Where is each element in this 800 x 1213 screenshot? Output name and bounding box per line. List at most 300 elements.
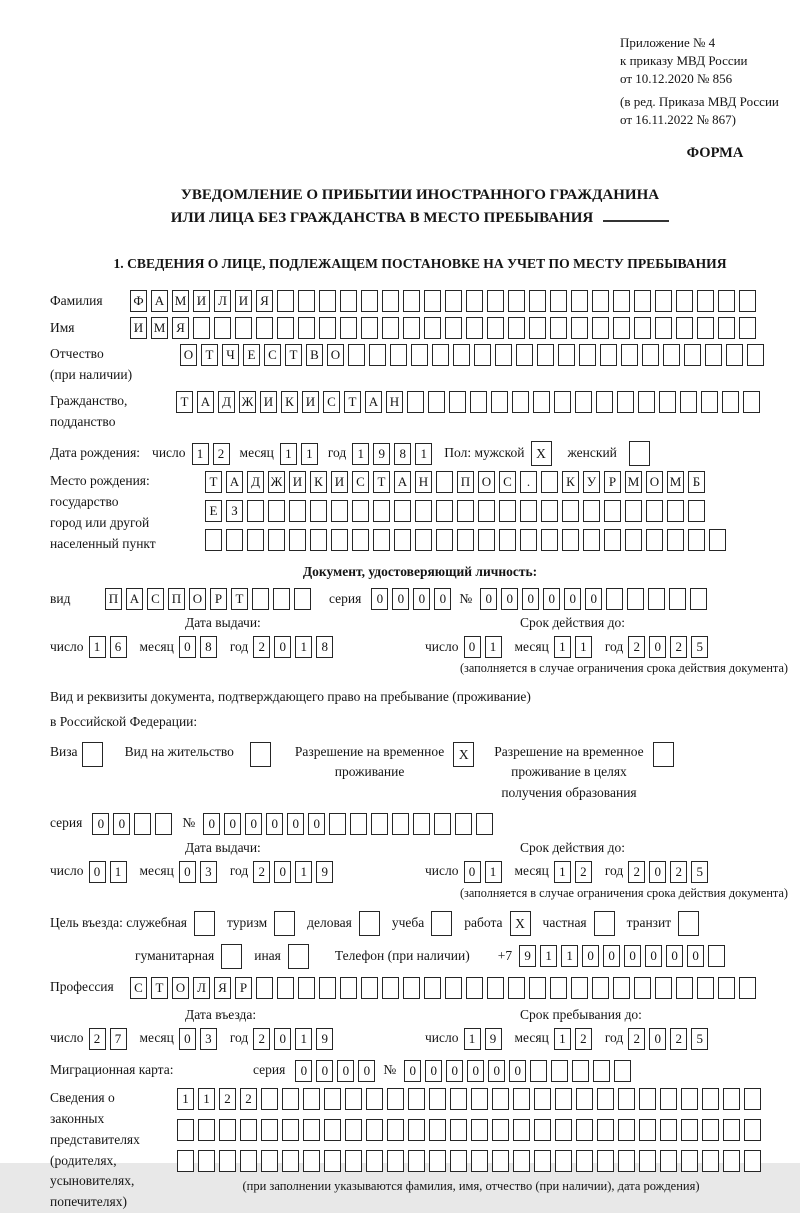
char-cell[interactable]	[680, 391, 697, 413]
char-cell[interactable]: А	[197, 391, 214, 413]
char-cell[interactable]: 0	[645, 945, 662, 967]
char-cell[interactable]	[621, 344, 638, 366]
char-cell[interactable]	[655, 977, 672, 999]
residence-permit-checkbox[interactable]	[250, 742, 271, 767]
char-cell[interactable]: М	[172, 290, 189, 312]
char-cell[interactable]	[562, 529, 579, 551]
char-cell[interactable]: 0	[371, 588, 388, 610]
char-cell[interactable]	[261, 1119, 278, 1141]
char-cell[interactable]: С	[147, 588, 164, 610]
char-cell[interactable]	[403, 317, 420, 339]
char-cell[interactable]: 0	[358, 1060, 375, 1082]
char-cell[interactable]: 0	[582, 945, 599, 967]
char-cell[interactable]	[512, 391, 529, 413]
char-cell[interactable]	[247, 500, 264, 522]
char-cell[interactable]	[261, 1150, 278, 1172]
char-cell[interactable]: Д	[247, 471, 264, 493]
char-cell[interactable]: И	[130, 317, 147, 339]
char-cell[interactable]	[508, 317, 525, 339]
char-cell[interactable]	[723, 1088, 740, 1110]
char-cell[interactable]	[530, 1060, 547, 1082]
char-cell[interactable]: 7	[110, 1028, 127, 1050]
char-cell[interactable]	[235, 317, 252, 339]
char-cell[interactable]	[329, 813, 346, 835]
char-cell[interactable]: А	[365, 391, 382, 413]
char-cell[interactable]	[492, 1119, 509, 1141]
char-cell[interactable]: 2	[575, 861, 592, 883]
char-cell[interactable]	[403, 977, 420, 999]
char-cell[interactable]: Я	[172, 317, 189, 339]
char-cell[interactable]	[340, 977, 357, 999]
char-cell[interactable]	[471, 1088, 488, 1110]
char-cell[interactable]	[660, 1088, 677, 1110]
char-cell[interactable]	[550, 977, 567, 999]
char-cell[interactable]: 0	[179, 861, 196, 883]
char-cell[interactable]: 1	[280, 443, 297, 465]
char-cell[interactable]	[450, 1088, 467, 1110]
char-cell[interactable]	[487, 290, 504, 312]
char-cell[interactable]: 0	[287, 813, 304, 835]
purpose-humanitarian-checkbox[interactable]	[221, 944, 242, 969]
char-cell[interactable]	[676, 317, 693, 339]
char-cell[interactable]	[240, 1150, 257, 1172]
char-cell[interactable]	[429, 1119, 446, 1141]
purpose-work-checkbox[interactable]: X	[510, 911, 531, 936]
char-cell[interactable]	[319, 317, 336, 339]
char-cell[interactable]	[449, 391, 466, 413]
char-cell[interactable]	[373, 500, 390, 522]
char-cell[interactable]	[537, 344, 554, 366]
char-cell[interactable]: З	[226, 500, 243, 522]
char-cell[interactable]: 9	[485, 1028, 502, 1050]
char-cell[interactable]: Л	[214, 290, 231, 312]
char-cell[interactable]	[382, 290, 399, 312]
char-cell[interactable]	[429, 1088, 446, 1110]
char-cell[interactable]	[134, 813, 151, 835]
char-cell[interactable]: 1	[301, 443, 318, 465]
char-cell[interactable]: Т	[285, 344, 302, 366]
char-cell[interactable]	[247, 529, 264, 551]
char-cell[interactable]	[478, 500, 495, 522]
char-cell[interactable]: 0	[464, 861, 481, 883]
char-cell[interactable]	[345, 1150, 362, 1172]
char-cell[interactable]: 2	[628, 636, 645, 658]
char-cell[interactable]	[352, 529, 369, 551]
char-cell[interactable]	[508, 290, 525, 312]
char-cell[interactable]	[634, 977, 651, 999]
char-cell[interactable]: И	[235, 290, 252, 312]
char-cell[interactable]	[226, 529, 243, 551]
char-cell[interactable]	[534, 1088, 551, 1110]
char-cell[interactable]	[688, 500, 705, 522]
char-cell[interactable]: 1	[89, 636, 106, 658]
char-cell[interactable]: С	[352, 471, 369, 493]
char-cell[interactable]: 1	[295, 861, 312, 883]
char-cell[interactable]	[277, 977, 294, 999]
char-cell[interactable]	[450, 1119, 467, 1141]
char-cell[interactable]	[534, 1119, 551, 1141]
char-cell[interactable]	[394, 500, 411, 522]
char-cell[interactable]: 2	[219, 1088, 236, 1110]
char-cell[interactable]	[428, 391, 445, 413]
char-cell[interactable]	[303, 1088, 320, 1110]
char-cell[interactable]	[340, 290, 357, 312]
char-cell[interactable]: 1	[352, 443, 369, 465]
char-cell[interactable]: 0	[522, 588, 539, 610]
char-cell[interactable]	[667, 500, 684, 522]
char-cell[interactable]	[576, 1150, 593, 1172]
char-cell[interactable]: 2	[670, 861, 687, 883]
char-cell[interactable]: 0	[446, 1060, 463, 1082]
char-cell[interactable]	[373, 529, 390, 551]
char-cell[interactable]	[436, 529, 453, 551]
char-cell[interactable]	[324, 1119, 341, 1141]
char-cell[interactable]	[541, 529, 558, 551]
char-cell[interactable]: Д	[218, 391, 235, 413]
char-cell[interactable]: А	[394, 471, 411, 493]
char-cell[interactable]: 0	[649, 636, 666, 658]
char-cell[interactable]	[634, 317, 651, 339]
char-cell[interactable]	[555, 1088, 572, 1110]
char-cell[interactable]	[445, 317, 462, 339]
char-cell[interactable]	[618, 1119, 635, 1141]
char-cell[interactable]: А	[226, 471, 243, 493]
gender-male-checkbox[interactable]: X	[531, 441, 552, 466]
char-cell[interactable]	[550, 290, 567, 312]
char-cell[interactable]: О	[646, 471, 663, 493]
char-cell[interactable]: 0	[203, 813, 220, 835]
char-cell[interactable]: 1	[192, 443, 209, 465]
char-cell[interactable]: М	[625, 471, 642, 493]
char-cell[interactable]	[571, 317, 588, 339]
char-cell[interactable]: 3	[200, 861, 217, 883]
char-cell[interactable]	[453, 344, 470, 366]
char-cell[interactable]	[541, 500, 558, 522]
char-cell[interactable]	[298, 317, 315, 339]
char-cell[interactable]	[261, 1088, 278, 1110]
temp-residence-checkbox[interactable]: X	[453, 742, 474, 767]
char-cell[interactable]	[718, 317, 735, 339]
char-cell[interactable]	[516, 344, 533, 366]
char-cell[interactable]	[408, 1119, 425, 1141]
char-cell[interactable]	[508, 977, 525, 999]
char-cell[interactable]: К	[310, 471, 327, 493]
char-cell[interactable]	[642, 344, 659, 366]
char-cell[interactable]	[324, 1150, 341, 1172]
char-cell[interactable]	[613, 977, 630, 999]
char-cell[interactable]: Л	[193, 977, 210, 999]
char-cell[interactable]: О	[180, 344, 197, 366]
char-cell[interactable]	[415, 529, 432, 551]
char-cell[interactable]: 0	[501, 588, 518, 610]
char-cell[interactable]: 0	[687, 945, 704, 967]
char-cell[interactable]	[436, 471, 453, 493]
char-cell[interactable]: 5	[691, 861, 708, 883]
char-cell[interactable]: 1	[485, 636, 502, 658]
char-cell[interactable]	[408, 1150, 425, 1172]
char-cell[interactable]	[492, 1150, 509, 1172]
char-cell[interactable]: 0	[113, 813, 130, 835]
char-cell[interactable]	[198, 1150, 215, 1172]
char-cell[interactable]	[478, 529, 495, 551]
char-cell[interactable]	[702, 1119, 719, 1141]
char-cell[interactable]	[529, 977, 546, 999]
char-cell[interactable]	[499, 529, 516, 551]
char-cell[interactable]: И	[193, 290, 210, 312]
char-cell[interactable]: .	[520, 471, 537, 493]
char-cell[interactable]	[432, 344, 449, 366]
char-cell[interactable]: 0	[316, 1060, 333, 1082]
char-cell[interactable]	[394, 529, 411, 551]
char-cell[interactable]	[681, 1150, 698, 1172]
char-cell[interactable]	[597, 1150, 614, 1172]
char-cell[interactable]: Т	[151, 977, 168, 999]
char-cell[interactable]	[583, 529, 600, 551]
char-cell[interactable]	[177, 1150, 194, 1172]
char-cell[interactable]: О	[327, 344, 344, 366]
char-cell[interactable]: 1	[295, 636, 312, 658]
char-cell[interactable]	[606, 588, 623, 610]
char-cell[interactable]: 1	[575, 636, 592, 658]
char-cell[interactable]	[319, 977, 336, 999]
char-cell[interactable]: 0	[413, 588, 430, 610]
char-cell[interactable]	[499, 500, 516, 522]
char-cell[interactable]: 1	[110, 861, 127, 883]
char-cell[interactable]	[604, 500, 621, 522]
char-cell[interactable]	[550, 317, 567, 339]
char-cell[interactable]	[639, 1150, 656, 1172]
char-cell[interactable]	[369, 344, 386, 366]
char-cell[interactable]	[739, 977, 756, 999]
char-cell[interactable]: О	[189, 588, 206, 610]
char-cell[interactable]: 8	[200, 636, 217, 658]
char-cell[interactable]	[571, 977, 588, 999]
char-cell[interactable]	[520, 529, 537, 551]
char-cell[interactable]: 0	[224, 813, 241, 835]
char-cell[interactable]	[273, 588, 290, 610]
char-cell[interactable]	[739, 290, 756, 312]
char-cell[interactable]	[646, 529, 663, 551]
char-cell[interactable]: К	[562, 471, 579, 493]
char-cell[interactable]	[648, 588, 665, 610]
char-cell[interactable]	[382, 977, 399, 999]
char-cell[interactable]: 1	[554, 861, 571, 883]
char-cell[interactable]	[613, 290, 630, 312]
char-cell[interactable]: 0	[564, 588, 581, 610]
char-cell[interactable]: И	[331, 471, 348, 493]
char-cell[interactable]	[576, 1119, 593, 1141]
char-cell[interactable]: Я	[214, 977, 231, 999]
char-cell[interactable]	[655, 290, 672, 312]
char-cell[interactable]	[476, 813, 493, 835]
char-cell[interactable]: П	[105, 588, 122, 610]
char-cell[interactable]	[471, 1150, 488, 1172]
char-cell[interactable]	[424, 290, 441, 312]
char-cell[interactable]	[193, 317, 210, 339]
char-cell[interactable]	[702, 1088, 719, 1110]
char-cell[interactable]: П	[457, 471, 474, 493]
char-cell[interactable]	[277, 317, 294, 339]
char-cell[interactable]	[466, 977, 483, 999]
char-cell[interactable]	[366, 1119, 383, 1141]
char-cell[interactable]	[697, 977, 714, 999]
char-cell[interactable]: Ч	[222, 344, 239, 366]
char-cell[interactable]	[450, 1150, 467, 1172]
char-cell[interactable]: 9	[316, 861, 333, 883]
char-cell[interactable]	[436, 500, 453, 522]
char-cell[interactable]: А	[126, 588, 143, 610]
char-cell[interactable]	[597, 1088, 614, 1110]
char-cell[interactable]: Ж	[268, 471, 285, 493]
char-cell[interactable]	[697, 290, 714, 312]
char-cell[interactable]: 3	[200, 1028, 217, 1050]
char-cell[interactable]: С	[264, 344, 281, 366]
char-cell[interactable]: Т	[176, 391, 193, 413]
char-cell[interactable]: 2	[213, 443, 230, 465]
char-cell[interactable]	[345, 1088, 362, 1110]
char-cell[interactable]	[697, 317, 714, 339]
char-cell[interactable]	[627, 588, 644, 610]
char-cell[interactable]	[466, 317, 483, 339]
purpose-private-checkbox[interactable]	[594, 911, 615, 936]
char-cell[interactable]	[219, 1119, 236, 1141]
char-cell[interactable]	[350, 813, 367, 835]
char-cell[interactable]	[596, 391, 613, 413]
char-cell[interactable]	[331, 529, 348, 551]
char-cell[interactable]: П	[168, 588, 185, 610]
char-cell[interactable]: О	[172, 977, 189, 999]
char-cell[interactable]	[681, 1119, 698, 1141]
char-cell[interactable]: И	[302, 391, 319, 413]
char-cell[interactable]	[579, 344, 596, 366]
char-cell[interactable]: Ж	[239, 391, 256, 413]
char-cell[interactable]	[558, 344, 575, 366]
char-cell[interactable]: 1	[464, 1028, 481, 1050]
char-cell[interactable]	[331, 500, 348, 522]
char-cell[interactable]	[688, 529, 705, 551]
char-cell[interactable]	[541, 471, 558, 493]
char-cell[interactable]	[277, 290, 294, 312]
char-cell[interactable]: 2	[575, 1028, 592, 1050]
char-cell[interactable]: Т	[344, 391, 361, 413]
char-cell[interactable]: 2	[89, 1028, 106, 1050]
char-cell[interactable]	[303, 1150, 320, 1172]
char-cell[interactable]: 0	[488, 1060, 505, 1082]
char-cell[interactable]: Н	[415, 471, 432, 493]
char-cell[interactable]	[690, 588, 707, 610]
char-cell[interactable]	[726, 344, 743, 366]
char-cell[interactable]	[429, 1150, 446, 1172]
char-cell[interactable]: И	[260, 391, 277, 413]
char-cell[interactable]	[669, 588, 686, 610]
char-cell[interactable]	[352, 500, 369, 522]
char-cell[interactable]: Е	[205, 500, 222, 522]
char-cell[interactable]	[407, 391, 424, 413]
char-cell[interactable]	[555, 1150, 572, 1172]
purpose-study-checkbox[interactable]	[431, 911, 452, 936]
char-cell[interactable]: Т	[205, 471, 222, 493]
char-cell[interactable]	[676, 290, 693, 312]
char-cell[interactable]	[155, 813, 172, 835]
char-cell[interactable]	[340, 317, 357, 339]
char-cell[interactable]: Р	[235, 977, 252, 999]
char-cell[interactable]	[709, 529, 726, 551]
char-cell[interactable]: 0	[337, 1060, 354, 1082]
char-cell[interactable]: 9	[373, 443, 390, 465]
char-cell[interactable]	[592, 977, 609, 999]
char-cell[interactable]	[592, 317, 609, 339]
char-cell[interactable]	[617, 391, 634, 413]
char-cell[interactable]: 0	[425, 1060, 442, 1082]
char-cell[interactable]	[324, 1088, 341, 1110]
char-cell[interactable]: К	[281, 391, 298, 413]
char-cell[interactable]	[723, 1150, 740, 1172]
char-cell[interactable]	[491, 391, 508, 413]
char-cell[interactable]	[487, 977, 504, 999]
visa-checkbox[interactable]	[82, 742, 103, 767]
char-cell[interactable]	[492, 1088, 509, 1110]
char-cell[interactable]: 0	[179, 1028, 196, 1050]
char-cell[interactable]: С	[323, 391, 340, 413]
char-cell[interactable]: 0	[666, 945, 683, 967]
char-cell[interactable]: 1	[561, 945, 578, 967]
char-cell[interactable]: Р	[604, 471, 621, 493]
char-cell[interactable]	[240, 1119, 257, 1141]
char-cell[interactable]	[474, 344, 491, 366]
char-cell[interactable]	[319, 290, 336, 312]
char-cell[interactable]	[470, 391, 487, 413]
char-cell[interactable]: 0	[274, 1028, 291, 1050]
char-cell[interactable]: 5	[691, 1028, 708, 1050]
char-cell[interactable]	[625, 500, 642, 522]
char-cell[interactable]: 1	[540, 945, 557, 967]
char-cell[interactable]: 2	[628, 1028, 645, 1050]
char-cell[interactable]	[268, 500, 285, 522]
char-cell[interactable]	[487, 317, 504, 339]
char-cell[interactable]	[513, 1119, 530, 1141]
char-cell[interactable]: 8	[394, 443, 411, 465]
char-cell[interactable]: 0	[603, 945, 620, 967]
char-cell[interactable]	[205, 529, 222, 551]
char-cell[interactable]: 1	[554, 1028, 571, 1050]
char-cell[interactable]	[708, 945, 725, 967]
char-cell[interactable]	[747, 344, 764, 366]
char-cell[interactable]	[214, 317, 231, 339]
char-cell[interactable]	[177, 1119, 194, 1141]
char-cell[interactable]: 0	[266, 813, 283, 835]
char-cell[interactable]	[613, 317, 630, 339]
char-cell[interactable]: О	[478, 471, 495, 493]
char-cell[interactable]: 2	[253, 861, 270, 883]
char-cell[interactable]	[390, 344, 407, 366]
char-cell[interactable]: 1	[198, 1088, 215, 1110]
char-cell[interactable]: М	[151, 317, 168, 339]
char-cell[interactable]: 0	[392, 588, 409, 610]
char-cell[interactable]	[408, 1088, 425, 1110]
char-cell[interactable]	[705, 344, 722, 366]
char-cell[interactable]	[387, 1150, 404, 1172]
char-cell[interactable]: 0	[404, 1060, 421, 1082]
char-cell[interactable]: 0	[649, 1028, 666, 1050]
char-cell[interactable]	[371, 813, 388, 835]
char-cell[interactable]: 0	[464, 636, 481, 658]
char-cell[interactable]	[282, 1088, 299, 1110]
char-cell[interactable]	[495, 344, 512, 366]
char-cell[interactable]	[268, 529, 285, 551]
char-cell[interactable]: Т	[231, 588, 248, 610]
char-cell[interactable]: 9	[519, 945, 536, 967]
char-cell[interactable]	[576, 1088, 593, 1110]
